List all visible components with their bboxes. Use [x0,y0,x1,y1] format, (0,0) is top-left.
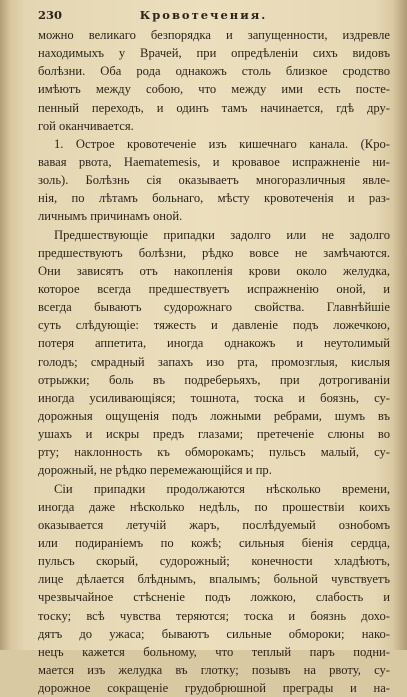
text-line: Предшествующiе припадки задолго или не задолго [54,227,390,242]
text-line: суть слѣдующiе: тяжесть и давленiе подъ ложечкою, [38,318,390,333]
text-line: которое всегда предшествуетъ испражненiю оной, и [38,281,390,296]
text-line: можно великаго безпорядка и запущенности, издревле [38,28,390,42]
page-gutter-shadow [0,0,10,650]
text-line: болѣзни. Оба рода однакожъ столь близкое сродство [38,64,390,79]
text-line: пульсъ скорый, судорожный; конечности хладѣютъ, [38,554,390,569]
text-line: пенный переходъ, и одинъ тамъ начинается, гдѣ дру- [38,100,390,115]
text-line: отрыжки; боль въ подреберьяхъ, при дотрогиванiи [38,372,390,387]
text-line: золь). Болѣзнь сiя оказываетъ многоразличныя явле- [38,173,390,188]
text-line: лице дѣлается блѣднымъ, впалымъ; больной чувствуетъ [38,572,390,587]
text-line: или подиранiемъ по кожѣ; сильныя бiенiя сердца, [38,535,390,550]
text-line: всегда бываютъ судорожнаго свойства. Главнѣйшiе [38,300,390,315]
running-head: Кровотечения. [139,8,268,22]
text-line: дорожное сокращенiе грудобрюшной преграды и на- [38,681,390,696]
text-line: чрезвычайное стѣсненiе подъ ложкою, слабость и [38,590,390,605]
text-line: ушахъ и искры предъ глазами; претеченiе слюны во [38,427,390,442]
text-line: гой оканчивается. [38,118,134,133]
text-line: Они зависятъ отъ накопленiя крови около желудка, [38,263,390,278]
body-text [38,26,390,697]
text-line: дорожный, не рѣдко перемежающiйся и пр. [38,463,272,478]
text-line: тоску; всѣ чувства теряются; тоска и боязнь дохо- [38,608,390,623]
text-line: Сiи припадки продолжаются нѣсколько времени, [54,481,390,496]
text-line: мается изъ желудка въ глотку; позывъ на рвоту, су- [38,662,390,677]
text-line: вавая рвота, Haematemesis, и кровавое испражненiе ни- [38,154,390,169]
text-line: иногда усиливающiяся; тошнота, тоска и боязнь, су- [38,390,390,405]
text-line: дорожныя ощущенiя подъ ложными ребрами, шумъ въ [38,408,390,423]
page-edge-shadow [393,0,407,650]
text-line: находимыхъ у Врачей, при опредѣленiи сихъ видовъ [38,46,390,61]
text-line: предшествуютъ болѣзни, рѣдко вовсе не замѣчаются. [38,245,390,260]
page-header [0,8,407,24]
text-line: нiя, по лѣтамъ больнаго, мѣсту кровотеченiя и раз- [38,191,390,206]
text-line: 1. Острое кровотеченiе изъ кишечнаго канала. (Кро- [54,136,390,151]
text-line: иногда даже нѣсколько недѣль, по прошествiи коихъ [38,499,390,514]
text-line: голодъ; смрадный запахъ изо рта, промозглыя, кислыя [38,354,390,369]
text-line: нецъ кажется больному, что теплый паръ подни- [38,644,390,659]
text-line: личнымъ причинамъ оной. [38,209,183,224]
text-line: рту; наклонность къ обморокамъ; пульсъ малый, су- [38,445,390,460]
text-line: имѣютъ между собою, что между ими есть посте- [38,82,390,97]
text-line: оказывается летучiй жаръ, послѣдуемый ознобомъ [38,517,390,532]
page-number: 230 [38,8,63,22]
text-line: потеря аппетита, иногда однакожъ и неутолимый [38,336,390,351]
text-line: дятъ до ужаса; бываютъ сильные обмороки; нако- [38,626,390,641]
